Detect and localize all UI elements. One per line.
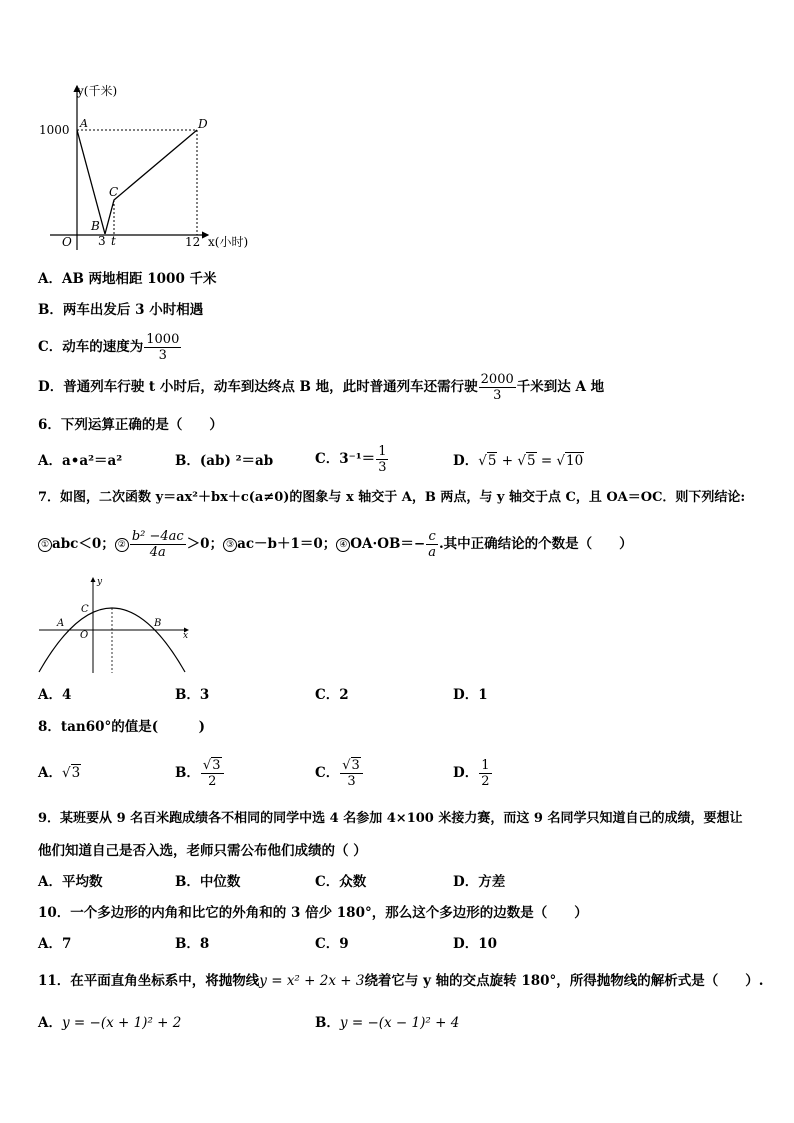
q9-stem-line-1: 9．某班要从 9 名百米跑成绩各不相同的同学中选 4 名参加 4×100 米接力赛，而这 9 名同学只知道自己的成绩，要想让 — [38, 811, 743, 826]
x-label: x — [183, 631, 189, 641]
q7-c4-fraction: $\frac{c}{a}$ — [428, 529, 436, 560]
point-b-label: B — [91, 219, 100, 233]
x-axis-label: x(小时) — [208, 235, 249, 249]
q6-c-text: C．3⁻¹＝ — [315, 451, 376, 467]
point-o-label: O — [80, 630, 89, 641]
q10-option-a: A．7 — [38, 936, 72, 952]
q5-option-a: A．AB 两地相距 1000 千米 — [38, 271, 217, 287]
q6-d-label: D． — [453, 453, 479, 469]
q8-c-fraction: $\frac{√3}{3}$ — [340, 758, 363, 789]
distance-time-graph — [30, 78, 260, 253]
q7-option-d: D．1 — [453, 687, 488, 703]
q8-option-c: C． $\frac{√3}{3}$ — [315, 751, 364, 795]
q6-option-a: A．a•a²＝a² — [38, 453, 123, 469]
q11-stem: 11．在平面直角坐标系中，将抛物线y = x² + 2x + 3绕着它与 y 轴的交点旋转 180°，所得抛物线的解析式是（ ）. — [38, 973, 764, 989]
q7-c2-fraction: $\frac{\text{b² −4ac}}{4a}$ — [131, 529, 184, 560]
q8-option-a: A．√3 — [38, 765, 81, 781]
q5-d-tail: 千米到达 A 地 — [516, 379, 605, 395]
q5-d-fraction: $\frac{2000}{3}$ — [480, 372, 514, 403]
circle-number-4: ④ — [336, 538, 350, 552]
q10-option-c: C．9 — [315, 936, 349, 952]
q8-option-b: B． $\frac{√3}{2}$ — [175, 751, 225, 795]
q7-conclusions: ① abc＜0； ② $\frac{\text{b² −4ac}}{4a}$ ＞0； ③ ac－b＋1＝0； ④ OA·OB＝− $\frac{c}{a}$ .其中正确结论的个数是（ ） — [38, 526, 633, 562]
point-a-label: A — [80, 117, 88, 130]
y-label: y — [97, 577, 103, 587]
q8-option-d: D． $\frac{1}{2}$ — [453, 758, 490, 789]
point-c-label: C — [109, 185, 119, 199]
tick-t: t — [111, 234, 116, 248]
q7-option-b: B．3 — [175, 687, 210, 703]
q5-c-text: C．动车的速度为 — [38, 339, 144, 355]
q8-stem: 8．tan60°的值是( ) — [38, 719, 206, 735]
q8-d-fraction: $\frac{1}{2}$ — [481, 758, 490, 789]
q6-option-c — [315, 442, 389, 476]
point-d-label: D — [198, 117, 208, 131]
q10-stem: 10．一个多边形的内角和比它的外角和的 3 倍少 180°，那么这个多边形的边数是（ ） — [38, 905, 588, 921]
q11-option-a: A．y = −(x + 1)² + 2 — [38, 1015, 182, 1031]
q10-option-d: D．10 — [453, 936, 497, 952]
q8-b-fraction: $\frac{√3}{2}$ — [201, 758, 224, 789]
origin-label: O — [62, 235, 72, 249]
q5-option-d — [38, 370, 604, 404]
q5-option-b: B．两车出发后 3 小时相遇 — [38, 302, 204, 318]
q11-option-b: B．y = −(x − 1)² + 4 — [315, 1015, 460, 1031]
q6-c-fraction: $\frac{1}{3}$ — [378, 444, 387, 475]
circle-number-1: ① — [38, 538, 52, 552]
q9-option-c: C．众数 — [315, 874, 367, 890]
q6-option-b: B．(ab) ²＝ab — [175, 453, 274, 469]
q6-d-expression: √5 + √5 = √10 — [478, 453, 584, 469]
point-a-label: A — [57, 618, 65, 629]
q7-option-c: C．2 — [315, 687, 349, 703]
q9-option-a: A．平均数 — [38, 874, 103, 890]
tick-3: 3 — [98, 234, 106, 248]
q9-option-b: B．中位数 — [175, 874, 241, 890]
q5-d-text: D．普通列车行驶 t 小时后，动车到达终点 B 地，此时普通列车还需行驶 — [38, 379, 478, 395]
point-b-label: B — [154, 618, 162, 629]
tick-12: 12 — [185, 235, 201, 249]
q7-stem: 7．如图，二次函数 y＝ax²＋bx＋c(a≠0)的图象与 x 轴交于 A，B 两点，与 y 轴交于点 C，且 OA＝OC．则下列结论: — [38, 490, 746, 505]
segment-b-c-d — [105, 130, 197, 234]
q9-option-d: D．方差 — [453, 874, 506, 890]
tick-1000: 1000 — [39, 123, 70, 137]
q9-stem-line-2: 他们知道自己是否入选，老师只需公布他们成绩的（ ） — [38, 843, 367, 859]
circle-number-2: ② — [115, 538, 129, 552]
q6-option-d — [453, 452, 584, 470]
y-axis-label: y(千米) — [77, 84, 118, 98]
q7-option-a: A．4 — [38, 687, 72, 703]
q10-option-b: B．8 — [175, 936, 210, 952]
q6-stem: 6．下列运算正确的是（ ） — [38, 417, 223, 433]
circle-number-3: ③ — [223, 538, 237, 552]
parabola-graph — [36, 575, 196, 675]
point-c-label: C — [81, 604, 89, 615]
q5-option-c — [38, 330, 182, 364]
q5-c-fraction: $\frac{1000}{3}$ — [146, 332, 180, 363]
